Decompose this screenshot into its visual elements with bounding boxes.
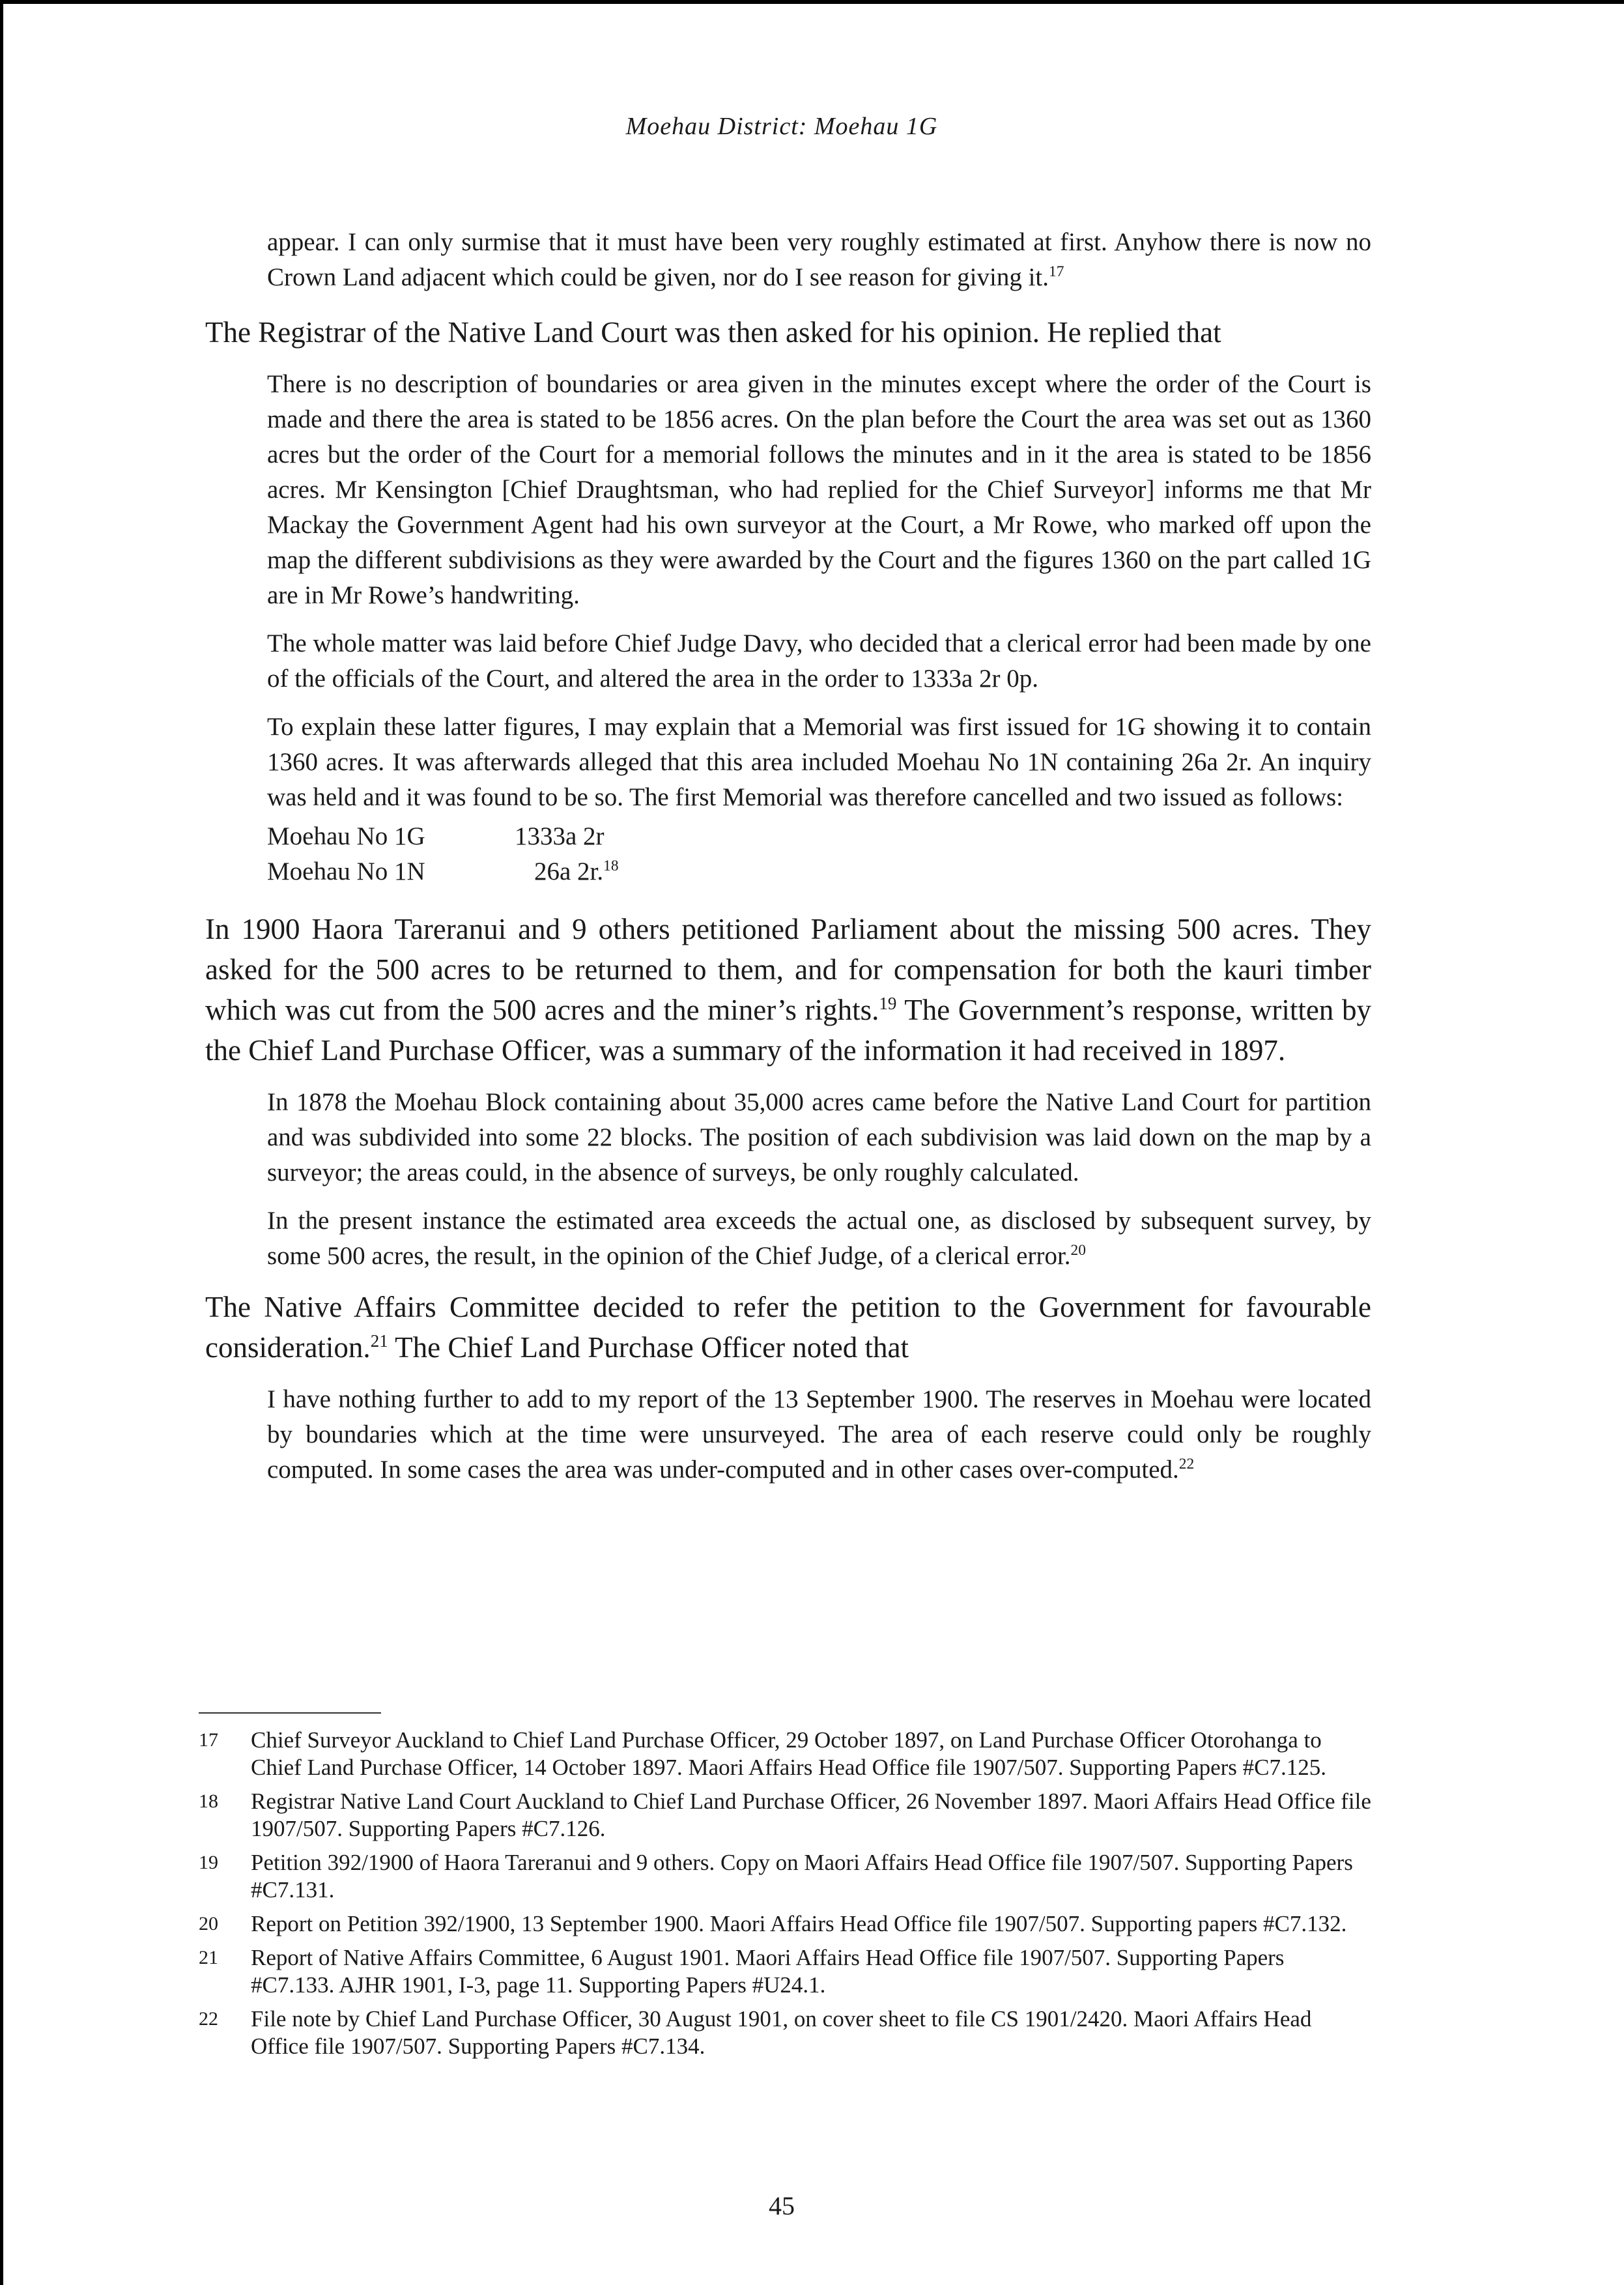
footnote-text: Report of Native Affairs Committee, 6 August 1901. Maori Affairs Head Office file 1907/507. Supporting Papers #C7.133. AJHR 1901, I-3, page 11. Supporting Papers #U24.1. [251, 1945, 1285, 1998]
memorial-block-name: Moehau No 1G [267, 822, 425, 850]
footnote-ref[interactable]: 20 [1070, 1242, 1086, 1259]
footnote [199, 1910, 1371, 1938]
footnote-ref[interactable]: 21 [370, 1331, 388, 1351]
memorial-area-wrap [515, 854, 619, 889]
memorial-row [267, 854, 1371, 889]
memorial-table [267, 819, 1371, 889]
body-paragraph [205, 1287, 1371, 1368]
footnote-number: 17 [199, 1729, 218, 1751]
running-header: Moehau District: Moehau 1G [625, 113, 938, 140]
footnote-number: 19 [199, 1852, 218, 1873]
footnote-number: 22 [199, 2008, 218, 2030]
paragraph-text: The Native Affairs Committee decided to refer the petition to the Government for favourable consideration. [205, 1291, 1371, 1364]
paragraph-text: The Government’s response, written by the Chief Land Purchase Officer, was a summary of the information it had received in 1897. [205, 994, 1371, 1067]
page-border-left [0, 0, 3, 2285]
block-quote [267, 225, 1371, 295]
paragraph-text: The Chief Land Purchase Officer noted that [388, 1331, 909, 1364]
footnote [199, 1788, 1371, 1843]
quote-paragraph: In 1878 the Moehau Block containing about 35,000 acres came before the Native Land Court for partition and was subdivided into some 22 blocks. The position of each subdivision was laid down on the map by a surveyor; the areas could, in the absence of surveys, be only roughly calculated. [267, 1088, 1371, 1186]
footnote-ref[interactable]: 22 [1178, 1456, 1195, 1473]
page-border-top [0, 0, 1624, 4]
footnote [199, 2005, 1371, 2060]
quote-text: I have nothing further to add to my report of the 13 September 1900. The reserves in Moehau were located by boundaries which at the time were unsurveyed. The area of each reserve could only be roughly computed. In some cases the area was under-computed and in other cases over-computed. [267, 1385, 1371, 1484]
footnote-text: Report on Petition 392/1900, 13 September 1900. Maori Affairs Head Office file 1907/507. Supporting papers #C7.132. [251, 1911, 1347, 1936]
footnote-text: Petition 392/1900 of Haora Tareranui and 9 others. Copy on Maori Affairs Head Office file 1907/507. Supporting Papers #C7.131. [251, 1850, 1353, 1903]
quote-paragraph: There is no description of boundaries or area given in the minutes except where the order of the Court is made and there the area is stated to be 1856 acres. On the plan before the Court the area was set out as 1360 acres but the order of the Court for a memorial follows the minutes and in it the area is stated to be 1856 acres. Mr Kensington [Chief Draughtsman, who had replied for the Chief Surveyor] informs me that Mr Mackay the Government Agent had his own surveyor at the Court, a Mr Rowe, who marked off upon the map the different subdivisions as they were awarded by the Court and the figures 1360 on the part called 1G are in Mr Rowe’s handwriting. [267, 370, 1371, 609]
memorial-row [267, 819, 1371, 854]
block-quote [267, 367, 1371, 815]
block-quote [267, 1085, 1371, 1274]
memorial-area: 26a 2r. [534, 857, 604, 885]
quote-paragraph: To explain these latter figures, I may explain that a Memorial was first issued for 1G showing it to contain 1360 acres. It was afterwards alleged that this area included Moehau No 1N containing 26a 2r. An inquiry was held and it was found to be so. The first Memorial was therefore cancelled and two issued as follows: [267, 713, 1371, 811]
quote-text: In the present instance the estimated area exceeds the actual one, as disclosed by subsequent survey, by some 500 acres, the result, in the opinion of the Chief Judge, of a clerical error. [267, 1207, 1371, 1270]
main-text [205, 225, 1371, 1501]
memorial-area: 1333a 2r [515, 822, 605, 850]
footnote-number: 18 [199, 1790, 218, 1812]
body-paragraph [205, 909, 1371, 1071]
body-paragraph: The Registrar of the Native Land Court was then asked for his opinion. He replied that [205, 316, 1221, 349]
footnote-text: Registrar Native Land Court Auckland to Chief Land Purchase Officer, 26 November 1897. Maori Affairs Head Office file 1907/507. Supporting Papers #C7.126. [251, 1789, 1371, 1841]
footnote-number: 21 [199, 1947, 218, 1968]
footnote-text: Chief Surveyor Auckland to Chief Land Purchase Officer, 29 October 1897, on Land Purchase Officer Otorohanga to Chief Land Purchase Officer, 14 October 1897. Maori Affairs Head Office file 1907/507. Supporting Papers #C7.125. [251, 1727, 1327, 1780]
footnote-ref[interactable]: 17 [1049, 263, 1064, 280]
footnote-ref[interactable]: 19 [879, 994, 897, 1013]
paragraph-text: In 1900 Haora Tareranui and 9 others petitioned Parliament about the missing 500 acres. They asked for the 500 acres to be returned to them, and for compensation for both the kauri timber which was cut from the 500 acres and the miner’s rights. [205, 913, 1371, 1026]
footnote [199, 1849, 1371, 1904]
quote-paragraph [267, 1382, 1371, 1487]
quote-text: appear. I can only surmise that it must have been very roughly estimated at first. Anyhow there is now no Crown Land adjacent which could be given, nor do I see reason for giving it. [267, 228, 1371, 291]
quote-paragraph: The whole matter was laid before Chief Judge Davy, who decided that a clerical error had been made by one of the officials of the Court, and altered the area in the order to 1333a 2r 0p. [267, 629, 1371, 693]
footnote [199, 1727, 1371, 1781]
footnote-text: File note by Chief Land Purchase Officer, 30 August 1901, on cover sheet to file CS 1901/2420. Maori Affairs Head Office file 1907/507. Supporting Papers #C7.134. [251, 2006, 1312, 2059]
quote-paragraph [267, 1203, 1371, 1274]
footnote [199, 1944, 1371, 1999]
footnote-ref[interactable]: 18 [603, 857, 619, 874]
quote-paragraph [267, 225, 1371, 295]
footnotes-list [199, 1727, 1371, 2067]
page-number: 45 [769, 2191, 795, 2220]
block-quote [267, 1382, 1371, 1487]
footnote-number: 20 [199, 1913, 218, 1934]
footnote-divider [199, 1712, 381, 1714]
memorial-block-name: Moehau No 1N [267, 857, 425, 885]
